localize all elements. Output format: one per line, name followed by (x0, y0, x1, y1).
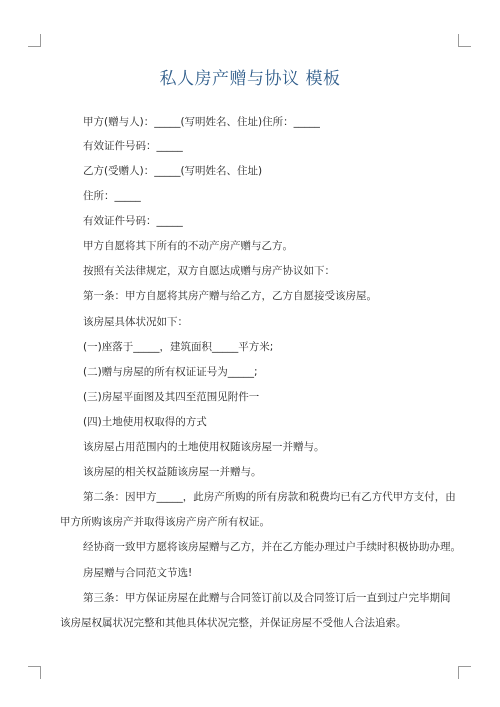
party-b-address-line: 住所：_____ (83, 190, 141, 202)
property-item-2: (二)赠与房屋的所有权证证号为_____; (83, 366, 258, 378)
land-use-paragraph: 该房屋占用范围内的土地使用权随该房屋一并赠与。 (83, 441, 325, 453)
party-b-id-line: 有效证件号码：_____ (83, 215, 183, 227)
party-a-id-line: 有效证件号码：_____ (83, 140, 183, 152)
article-3-line-2: 该房屋权属状况完整和其他具体状况完整，并保证房屋不受他人合法追索。 (60, 617, 407, 629)
excerpt-note: 房屋赠与合同范文节选! (83, 567, 193, 579)
article-2-line-1: 第二条：因甲方_____，此房产所购的所有房款和税费均已有乙方代甲方支付，由 (83, 491, 456, 503)
consultation-paragraph: 经协商一致甲方愿将该房屋赠与乙方，并在乙方能办理过户手续时积极协助办理。 (83, 541, 461, 553)
rights-paragraph: 该房屋的相关权益随该房屋一并赠与。 (83, 466, 262, 478)
document-title: 私人房产赠与协议 模板 (159, 69, 341, 89)
agreement-intro-paragraph: 按照有关法律规定，双方自愿达成赠与房产协议如下： (83, 265, 335, 277)
intent-paragraph: 甲方自愿将其下所有的不动产房产赠与乙方。 (83, 240, 293, 252)
crop-mark-bottom-right (458, 666, 471, 679)
party-b-line: 乙方(受赠人)：_____(写明姓名、住址) (83, 165, 263, 177)
property-item-1: (一)座落于_____，建筑面积_____平方米; (83, 341, 274, 353)
party-a-line: 甲方(赠与人)：_____(写明姓名、住址)住所：_____ (83, 116, 320, 128)
property-status-heading: 该房屋具体状况如下： (83, 316, 188, 328)
article-3-line-1: 第三条：甲方保证房屋在此赠与合同签订前以及合同签订后一直到过户完毕期间 (83, 592, 451, 604)
crop-mark-bottom-left (28, 666, 41, 679)
article-2-line-2: 甲方所购该房产并取得该房产房产所有权证。 (60, 516, 270, 528)
crop-mark-top-left (28, 34, 41, 47)
crop-mark-top-right (458, 34, 471, 47)
property-item-4: (四)土地使用权取得的方式 (83, 416, 207, 428)
article-1-paragraph: 第一条：甲方自愿将其房产赠与给乙方，乙方自愿接受该房屋。 (83, 290, 377, 302)
property-item-3: (三)房屋平面图及其四至范围见附件一 (83, 391, 260, 403)
